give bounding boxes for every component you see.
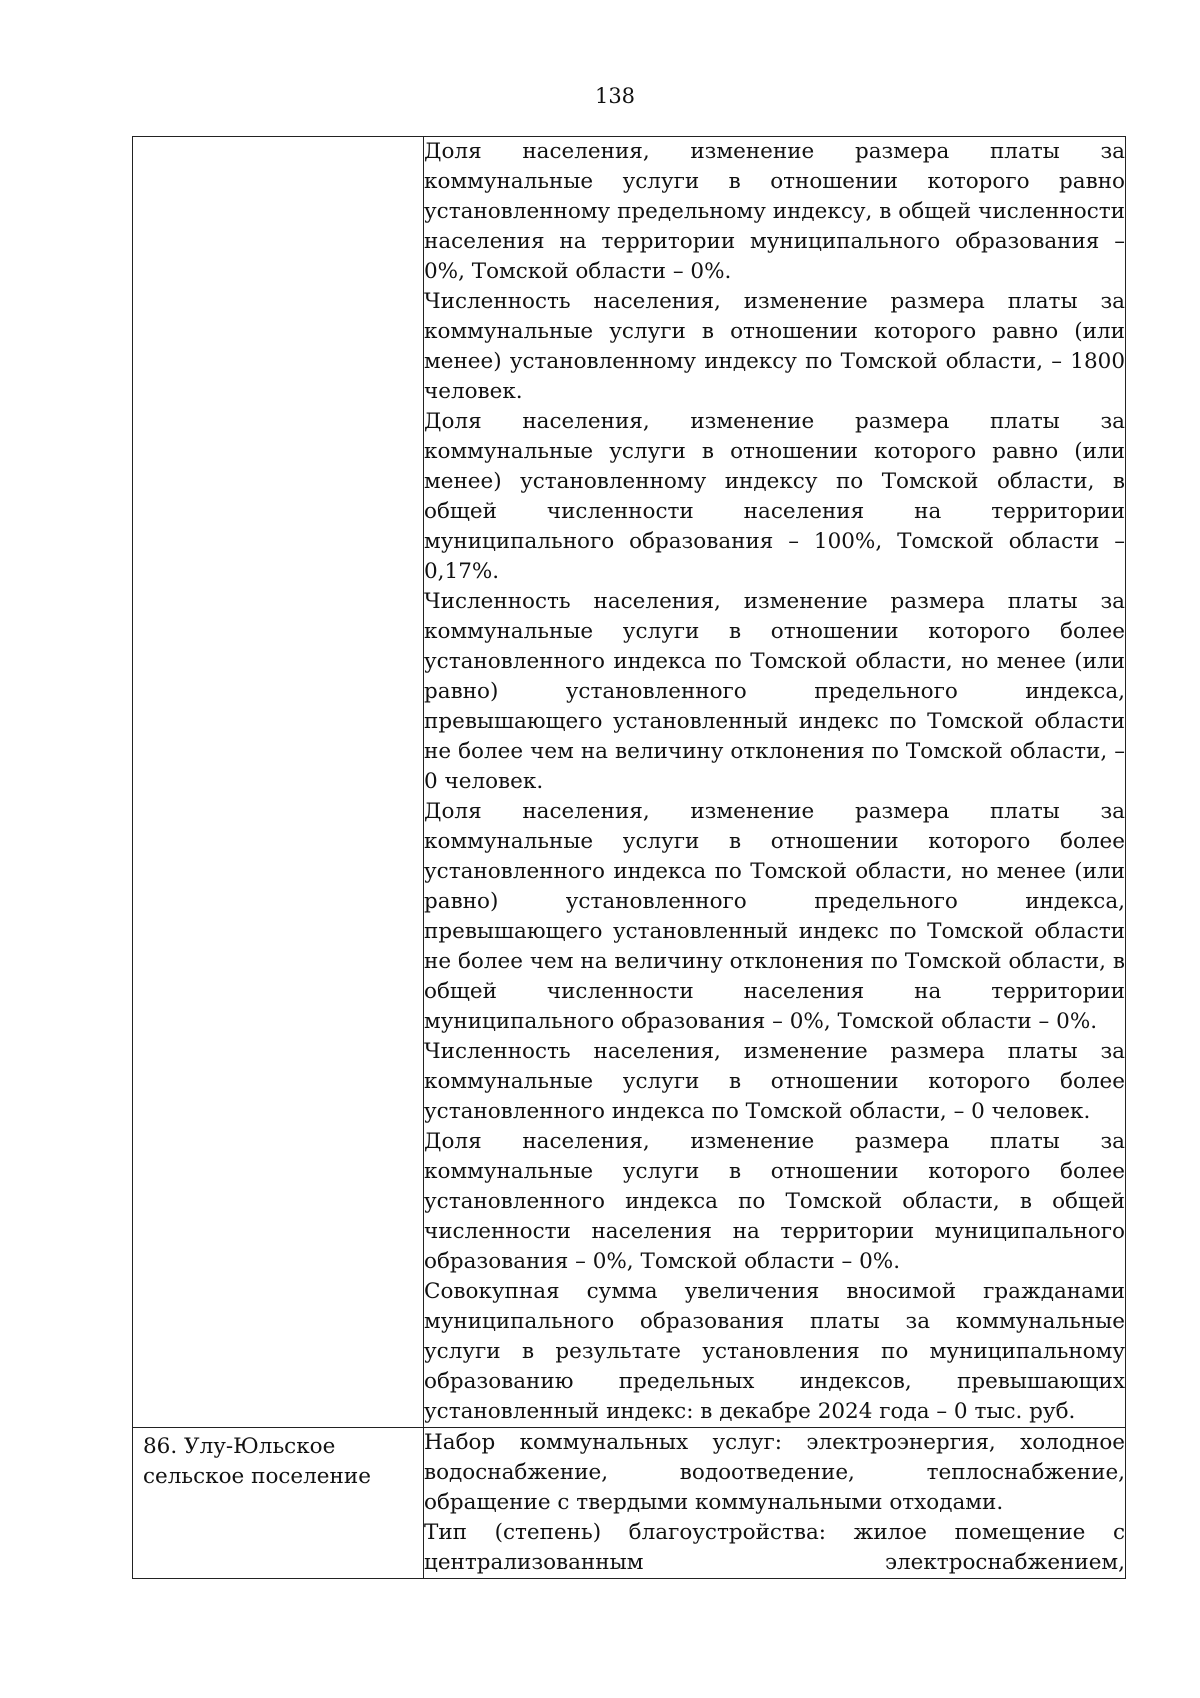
indicators-cell	[424, 1428, 1126, 1579]
indicator-paragraph: Численность населения, изменение размера платы за коммунальные услуги в отношении которого более установленного индекса по Томской области, но менее (или равно) установленного предельного индекса, превышающего установленный индекс по Томской области не более чем на величину отклонения по Томской области, – 0 человек.	[424, 589, 1125, 794]
indicator-paragraph: Доля населения, изменение размера платы за коммунальные услуги в отношении которого более установленного индекса по Томской области, но менее (или равно) установленного предельного индекса, превышающего установленный индекс по Томской области не более чем на величину отклонения по Томской области, в общей численности населения на территории муниципального образования – 0%, Томской области – 0%.	[424, 799, 1125, 1034]
table-row	[133, 137, 1126, 1428]
indicator-paragraph: Доля населения, изменение размера платы за коммунальные услуги в отношении которого более установленного индекса по Томской области, в общей численности населения на территории муниципального образования – 0%, Томской области – 0%.	[424, 1129, 1125, 1274]
municipality-name	[133, 137, 423, 141]
indicator-paragraph: Доля населения, изменение размера платы за коммунальные услуги в отношении которого равно (или менее) установленному индексу по Томской области, в общей численности населения на территории муниципального образования – 100%, Томской области – 0,17%.	[424, 409, 1125, 584]
indicators-cell	[424, 137, 1126, 1428]
municipality-name: 86. Улу-Юльское сельское поселение	[143, 1434, 371, 1489]
table-row	[133, 1428, 1126, 1579]
indicator-paragraph: Совокупная сумма увеличения вносимой гражданами муниципального образования платы за коммунальные услуги в результате установления по муниципальному образованию предельных индексов, превышающих установленный индекс: в декабре 2024 года – 0 тыс. руб.	[424, 1279, 1125, 1424]
indicator-paragraph: Набор коммунальных услуг: электроэнергия, холодное водоснабжение, водоотведение, теплоснабжение, обращение с твердыми коммунальными отходами.	[424, 1430, 1125, 1515]
municipal-data-table	[132, 136, 1126, 1579]
municipality-cell	[133, 137, 424, 1428]
indicator-paragraph: Численность населения, изменение размера платы за коммунальные услуги в отношении которого более установленного индекса по Томской области, – 0 человек.	[424, 1039, 1125, 1124]
indicator-paragraph: Тип (степень) благоустройства: жилое помещение с централизованным электроснабжением,	[424, 1520, 1125, 1575]
indicator-paragraph: Численность населения, изменение размера платы за коммунальные услуги в отношении которого равно (или менее) установленному индексу по Томской области, – 1800 человек.	[424, 289, 1125, 404]
indicator-paragraph: Доля населения, изменение размера платы за коммунальные услуги в отношении которого равно установленному предельному индексу, в общей численности населения на территории муниципального образования – 0%, Томской области – 0%.	[424, 139, 1125, 284]
municipality-cell	[133, 1428, 424, 1579]
page-number: 138	[594, 84, 636, 108]
